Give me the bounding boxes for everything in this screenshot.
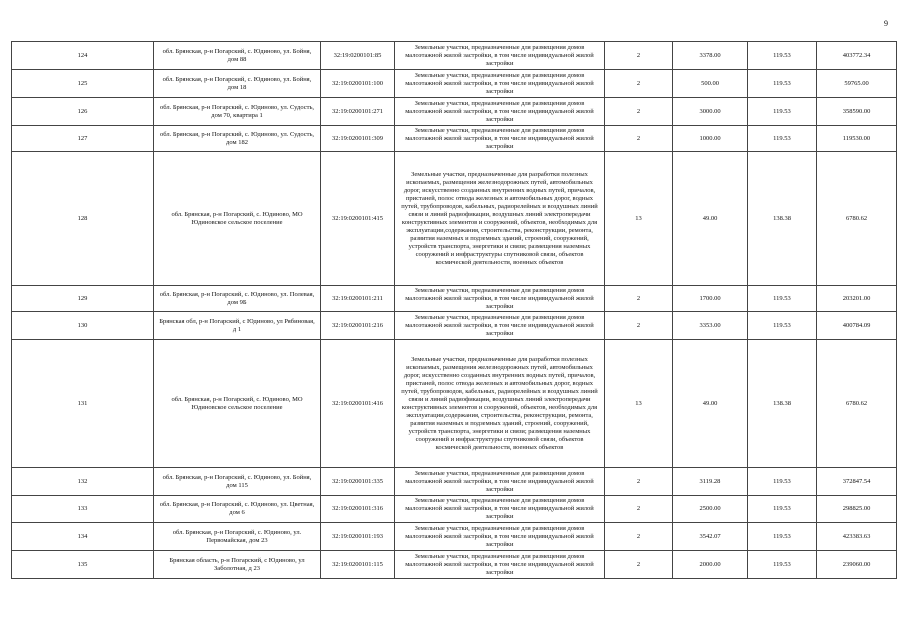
row-number-cell: 133 <box>12 496 154 523</box>
cadastral-number-cell: 32:19:0200101:85 <box>321 42 395 70</box>
row-number-cell: 128 <box>12 152 154 286</box>
area-cell: 500.00 <box>673 70 748 98</box>
land-purpose-cell: Земельные участки, предназначенные для размещения домов малоэтажной жилой застройки, в том числе индивидуальной жилой застройки <box>395 312 605 340</box>
address-cell: обл. Брянская, р-н Погарский, с. Юдиново, МО Юдиновское сельское поселение <box>154 340 321 468</box>
row-number-cell: 132 <box>12 468 154 496</box>
land-purpose-cell: Земельные участки, предназначенные для размещения домов малоэтажной жилой застройки, в том числе индивидуальной жилой застройки <box>395 98 605 126</box>
address-cell: обл. Брянская, р-н Погарский, с. Юдиново, ул. Бойня, дом 18 <box>154 70 321 98</box>
land-purpose-cell: Земельные участки, предназначенные для размещения домов малоэтажной жилой застройки, в том числе индивидуальной жилой застройки <box>395 42 605 70</box>
cadastral-number-cell: 32:19:0200101:115 <box>321 551 395 579</box>
area-cell: 1000.00 <box>673 126 748 152</box>
cadastral-value-cell: 119530.00 <box>817 126 897 152</box>
table-row <box>12 551 897 579</box>
purpose-code-cell: 13 <box>605 152 673 286</box>
specific-value-cell: 119.53 <box>748 551 817 579</box>
cadastral-number-cell: 32:19:0200101:216 <box>321 312 395 340</box>
row-number-cell: 127 <box>12 126 154 152</box>
table-row <box>12 286 897 312</box>
area-cell: 49.00 <box>673 340 748 468</box>
area-cell: 3119.28 <box>673 468 748 496</box>
purpose-code-cell: 2 <box>605 312 673 340</box>
row-number-cell: 134 <box>12 523 154 551</box>
table-row <box>12 468 897 496</box>
purpose-code-cell: 2 <box>605 468 673 496</box>
address-cell: обл. Брянская, р-н Погарский, с. Юдиново, ул. Бойня, дом 88 <box>154 42 321 70</box>
specific-value-cell: 119.53 <box>748 286 817 312</box>
specific-value-cell: 119.53 <box>748 126 817 152</box>
purpose-code-cell: 2 <box>605 126 673 152</box>
land-purpose-cell: Земельные участки, предназначенные для размещения домов малоэтажной жилой застройки, в том числе индивидуальной жилой застройки <box>395 126 605 152</box>
row-number-cell: 130 <box>12 312 154 340</box>
cadastral-number-cell: 32:19:0200101:100 <box>321 70 395 98</box>
address-cell: обл. Брянская, р-н Погарский, с. Юдиново, МО Юдиновское сельское поселение <box>154 152 321 286</box>
address-cell: обл. Брянская, р-н Погарский, с. Юдиново, ул. Цветная, дом 6 <box>154 496 321 523</box>
cadastral-value-cell: 6780.62 <box>817 152 897 286</box>
cadastral-number-cell: 32:19:0200101:316 <box>321 496 395 523</box>
table-row <box>12 98 897 126</box>
specific-value-cell: 119.53 <box>748 312 817 340</box>
table-row <box>12 42 897 70</box>
purpose-code-cell: 2 <box>605 551 673 579</box>
land-registry-table <box>11 41 897 579</box>
table-row <box>12 126 897 152</box>
land-purpose-cell: Земельные участки, предназначенные для размещения домов малоэтажной жилой застройки, в том числе индивидуальной жилой застройки <box>395 70 605 98</box>
area-cell: 2500.00 <box>673 496 748 523</box>
cadastral-value-cell: 298825.00 <box>817 496 897 523</box>
specific-value-cell: 138.38 <box>748 340 817 468</box>
land-purpose-cell: Земельные участки, предназначенные для разработки полезных ископаемых, размещения железнодорожных путей, автомобильных дорог, искусственно созданных внутренних водных путей, причалов, пристаней, полос отвода железных и автомобильных дорог, водных путей, трубопроводов, кабельных, радиорелейных и воздушных линий связи и линий радиофикации, воздушных линий электропередачи конструктивных элементов и сооружений, объектов, необходимых для эксплуатации,содержания, строительства, реконструкции, ремонта, развития наземных и подземных зданий, строений, сооружений, устройств транспорта, энергетики и связи; размещения наземных сооружений и инфраструктуры спутниковой связи, объектов космической деятельности, военных объектов <box>395 340 605 468</box>
cadastral-value-cell: 59765.00 <box>817 70 897 98</box>
purpose-code-cell: 2 <box>605 98 673 126</box>
area-cell: 3353.00 <box>673 312 748 340</box>
address-cell: обл. Брянская, р-н Погарский, с. Юдиново, ул. Судость, дом 182 <box>154 126 321 152</box>
table-row <box>12 152 897 286</box>
cadastral-value-cell: 239060.00 <box>817 551 897 579</box>
cadastral-value-cell: 403772.34 <box>817 42 897 70</box>
table-body <box>12 42 897 579</box>
area-cell: 3542.07 <box>673 523 748 551</box>
address-cell: обл. Брянская, р-н Погарский, с. Юдиново, ул. Полевая, дом 9Б <box>154 286 321 312</box>
page-number: 9 <box>884 19 888 28</box>
cadastral-number-cell: 32:19:0200101:335 <box>321 468 395 496</box>
row-number-cell: 129 <box>12 286 154 312</box>
specific-value-cell: 119.53 <box>748 468 817 496</box>
area-cell: 49.00 <box>673 152 748 286</box>
land-purpose-cell: Земельные участки, предназначенные для размещения домов малоэтажной жилой застройки, в том числе индивидуальной жилой застройки <box>395 468 605 496</box>
row-number-cell: 135 <box>12 551 154 579</box>
specific-value-cell: 119.53 <box>748 98 817 126</box>
cadastral-number-cell: 32:19:0200101:415 <box>321 152 395 286</box>
specific-value-cell: 119.53 <box>748 70 817 98</box>
land-purpose-cell: Земельные участки, предназначенные для размещения домов малоэтажной жилой застройки, в том числе индивидуальной жилой застройки <box>395 496 605 523</box>
cadastral-number-cell: 32:19:0200101:193 <box>321 523 395 551</box>
cadastral-value-cell: 203201.00 <box>817 286 897 312</box>
land-purpose-cell: Земельные участки, предназначенные для разработки полезных ископаемых, размещения железнодорожных путей, автомобильных дорог, искусственно созданных внутренних водных путей, причалов, пристаней, полос отвода железных и автомобильных дорог, водных путей, трубопроводов, кабельных, радиорелейных и воздушных линий связи и линий радиофикации, воздушных линий электропередачи конструктивных элементов и сооружений, объектов, необходимых для эксплуатации,содержания, строительства, реконструкции, ремонта, развития наземных и подземных зданий, строений, сооружений, устройств транспорта, энергетики и связи; размещения наземных сооружений и инфраструктуры спутниковой связи, объектов космической деятельности, военных объектов <box>395 152 605 286</box>
cadastral-number-cell: 32:19:0200101:416 <box>321 340 395 468</box>
purpose-code-cell: 2 <box>605 70 673 98</box>
address-cell: Брянская область, р-н Погарский, с Юдиново, ул Заболотная, д 23 <box>154 551 321 579</box>
purpose-code-cell: 2 <box>605 286 673 312</box>
table-row <box>12 496 897 523</box>
row-number-cell: 126 <box>12 98 154 126</box>
table-row <box>12 70 897 98</box>
table-row <box>12 523 897 551</box>
specific-value-cell: 119.53 <box>748 496 817 523</box>
table-row <box>12 312 897 340</box>
purpose-code-cell: 13 <box>605 340 673 468</box>
row-number-cell: 124 <box>12 42 154 70</box>
table-row <box>12 340 897 468</box>
cadastral-number-cell: 32:19:0200101:211 <box>321 286 395 312</box>
specific-value-cell: 119.53 <box>748 42 817 70</box>
land-purpose-cell: Земельные участки, предназначенные для размещения домов малоэтажной жилой застройки, в том числе индивидуальной жилой застройки <box>395 523 605 551</box>
row-number-cell: 125 <box>12 70 154 98</box>
area-cell: 3000.00 <box>673 98 748 126</box>
specific-value-cell: 138.38 <box>748 152 817 286</box>
specific-value-cell: 119.53 <box>748 523 817 551</box>
land-purpose-cell: Земельные участки, предназначенные для размещения домов малоэтажной жилой застройки, в том числе индивидуальной жилой застройки <box>395 551 605 579</box>
cadastral-value-cell: 423383.63 <box>817 523 897 551</box>
purpose-code-cell: 2 <box>605 523 673 551</box>
area-cell: 2000.00 <box>673 551 748 579</box>
cadastral-value-cell: 372847.54 <box>817 468 897 496</box>
area-cell: 1700.00 <box>673 286 748 312</box>
cadastral-value-cell: 358590.00 <box>817 98 897 126</box>
land-purpose-cell: Земельные участки, предназначенные для размещения домов малоэтажной жилой застройки, в том числе индивидуальной жилой застройки <box>395 286 605 312</box>
purpose-code-cell: 2 <box>605 496 673 523</box>
purpose-code-cell: 2 <box>605 42 673 70</box>
address-cell: обл. Брянская, р-н Погарский, с. Юдиново, ул. Бойня, дом 115 <box>154 468 321 496</box>
address-cell: Брянская обл, р-н Погарский, с Юдиново, ул Рябиновая, д 1 <box>154 312 321 340</box>
cadastral-number-cell: 32:19:0200101:309 <box>321 126 395 152</box>
address-cell: обл. Брянская, р-н Погарский, с. Юдиново, ул. Первомайская, дом 23 <box>154 523 321 551</box>
address-cell: обл. Брянская, р-н Погарский, с. Юдиново, ул. Судость, дом 70, квартира 1 <box>154 98 321 126</box>
cadastral-value-cell: 6780.62 <box>817 340 897 468</box>
cadastral-value-cell: 400784.09 <box>817 312 897 340</box>
row-number-cell: 131 <box>12 340 154 468</box>
area-cell: 3378.00 <box>673 42 748 70</box>
cadastral-number-cell: 32:19:0200101:271 <box>321 98 395 126</box>
